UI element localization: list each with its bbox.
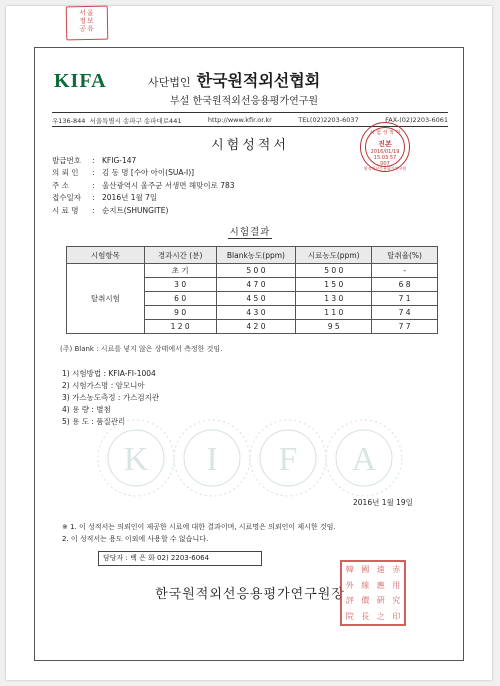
- official-seal: [340, 560, 406, 626]
- info-label: 시 료 명: [52, 205, 79, 215]
- table-cell: 1 2 0: [144, 320, 216, 334]
- seal-line: 007: [380, 161, 390, 167]
- column-header: 시험항목: [67, 247, 145, 264]
- table-cell: 초 기: [144, 264, 216, 278]
- top-stamp-line: 공유: [79, 24, 95, 34]
- seal-line: 2016/01/19: [370, 149, 400, 155]
- seal-char: 外: [345, 580, 354, 590]
- address: [52, 116, 181, 125]
- info-value: 울산광역시 울주군 서생면 해맞이로 783: [102, 180, 235, 190]
- table-cell: 7 4: [372, 306, 438, 320]
- fax: FAX-(02)2203-6061: [385, 116, 448, 124]
- detail-line: 1) 시험방법 : KFIA-FI-1004: [62, 369, 156, 378]
- info-row: 시 료 명 : 순지트(SHUNGITE): [52, 205, 169, 215]
- info-label: 주 소: [52, 180, 69, 190]
- street-address: 서울특별시 송파구 송파대로441: [89, 117, 182, 125]
- table-cell: 9 0: [144, 306, 216, 320]
- seal-char: 韓: [345, 565, 354, 575]
- divider: [52, 112, 448, 113]
- info-value: 2016년 1월 7일: [102, 193, 158, 203]
- seal-char: 赤: [392, 565, 401, 575]
- authenticity-seal: [360, 122, 410, 172]
- issue-date: 2016년 1월 19일: [353, 498, 413, 507]
- seal-line: 15:03:57: [373, 155, 397, 161]
- request-info: [52, 154, 235, 217]
- column-header: 경과시간 (분): [144, 247, 216, 264]
- table-cell: -: [372, 264, 438, 278]
- seal-char: 用: [392, 580, 401, 590]
- results-title-text: 시험결과: [229, 227, 271, 238]
- test-item-cell: 탈취시험: [67, 264, 145, 334]
- seal-char: 之: [376, 611, 385, 621]
- watermark-letter: I: [206, 441, 218, 478]
- info-row: 주 소 : 울산광역시 울주군 서생면 해맞이로 783: [52, 180, 235, 190]
- sub-organization: 부설 한국원적외선응용평가연구원: [170, 96, 319, 107]
- info-row: 의 뢰 인 : 김 동 명 [수아 아이(SUA-I)]: [52, 168, 195, 178]
- table-cell: 7 7: [372, 320, 438, 334]
- tel: TEL(02)2203-6037: [298, 116, 359, 124]
- top-stamp-line: 정보: [79, 16, 95, 26]
- info-label: 발급번호: [52, 155, 81, 165]
- column-header: Blank농도(ppm): [216, 247, 296, 264]
- top-stamp: [66, 6, 109, 41]
- info-value: 김 동 명 [수아 아이(SUA-I)]: [102, 168, 195, 178]
- table-cell: 4 5 0: [216, 292, 296, 306]
- contact-person-box: 담당자 : 백 은 화 02) 2203-6064: [98, 551, 262, 566]
- detail-line: 5) 용 도 : 품질관리: [62, 417, 126, 426]
- seal-char: 價: [361, 596, 370, 606]
- table-header-row: [67, 247, 438, 264]
- watermark-letter: K: [123, 441, 149, 478]
- seal-char: 長: [361, 611, 370, 621]
- seal-char: 線: [361, 580, 370, 590]
- info-label: 접수일자: [52, 193, 81, 203]
- detail-line: 3) 가스농도측정 : 가스검지관: [62, 393, 160, 402]
- table-cell: 3 0: [144, 278, 216, 292]
- table-cell: 5 0 0: [296, 264, 372, 278]
- info-value: KFIG-147: [102, 155, 137, 165]
- results-section-title: [0, 224, 500, 238]
- table-cell: 1 1 0: [296, 306, 372, 320]
- info-value: 순지트(SHUNGITE): [102, 205, 169, 215]
- table-cell: 6 8: [372, 278, 438, 292]
- org-name: 한국원적외선협회: [196, 71, 321, 90]
- footnote-line: ※ 1. 이 성적서는 의뢰인이 제공한 시료에 대한 결과이며, 시료명은 의뢰인이 제시한 것임.: [62, 523, 336, 531]
- footnotes: [62, 522, 336, 546]
- table-cell: 9 5: [296, 320, 372, 334]
- seal-char: 遠: [376, 565, 385, 575]
- top-stamp-line: 서울: [78, 8, 95, 18]
- table-cell: 4 2 0: [216, 320, 296, 334]
- seal-lines: [361, 149, 409, 167]
- table-cell: 1 5 0: [296, 278, 372, 292]
- kifa-watermark: [86, 400, 414, 510]
- column-header: 탈취율(%): [372, 247, 438, 264]
- info-label: 의 뢰 인: [52, 168, 79, 178]
- info-row: 접수일자 : 2016년 1월 7일: [52, 193, 158, 203]
- detail-line: 2) 시험가스명 : 암모니아: [62, 381, 145, 390]
- table-cell: 5 0 0: [216, 264, 296, 278]
- postal-code: 우136-844: [52, 117, 86, 125]
- results-table: [66, 246, 438, 334]
- table-note: (주) Blank : 시료를 넣지 않은 상태에서 측정한 것임.: [60, 345, 223, 353]
- seal-char: 印: [392, 611, 401, 621]
- table-cell: 4 7 0: [216, 278, 296, 292]
- seal-char: 評: [345, 596, 354, 606]
- seal-bottom-text: 원적외선응용평가연구원: [363, 166, 407, 171]
- seal-main-text: 진본: [378, 140, 392, 148]
- seal-char: 應: [376, 580, 385, 590]
- seal-char: 國: [361, 565, 370, 575]
- organization-title: [148, 68, 320, 91]
- footnote-line: 2. 이 성적서는 용도 이외에 사용할 수 없습니다.: [62, 535, 209, 543]
- org-prefix: 사단법인: [148, 76, 191, 89]
- table-cell: 7 1: [372, 292, 438, 306]
- document-title: 시험성적서: [211, 138, 289, 153]
- table-row: [67, 264, 438, 278]
- table-cell: 4 3 0: [216, 306, 296, 320]
- seal-char: 硏: [376, 596, 385, 606]
- info-row: 발급번호 : KFIG-147: [52, 155, 137, 165]
- watermark-letter: A: [351, 441, 377, 478]
- detail-line: 4) 용 량 : 별첨: [62, 405, 111, 414]
- seal-char: 究: [392, 596, 401, 606]
- table-cell: 1 3 0: [296, 292, 372, 306]
- watermark-letter: F: [278, 441, 298, 478]
- seal-char: 院: [345, 611, 354, 621]
- seal-top-text: 시 험 성 적 서: [369, 130, 401, 136]
- column-header: 시료농도(ppm): [296, 247, 372, 264]
- website: http://www.kfir.or.kr: [207, 116, 272, 124]
- table-cell: 6 0: [144, 292, 216, 306]
- kifa-logo: KIFA: [54, 70, 107, 92]
- issuer-signature-line: 한국원적외선응용평가연구원장: [155, 587, 345, 602]
